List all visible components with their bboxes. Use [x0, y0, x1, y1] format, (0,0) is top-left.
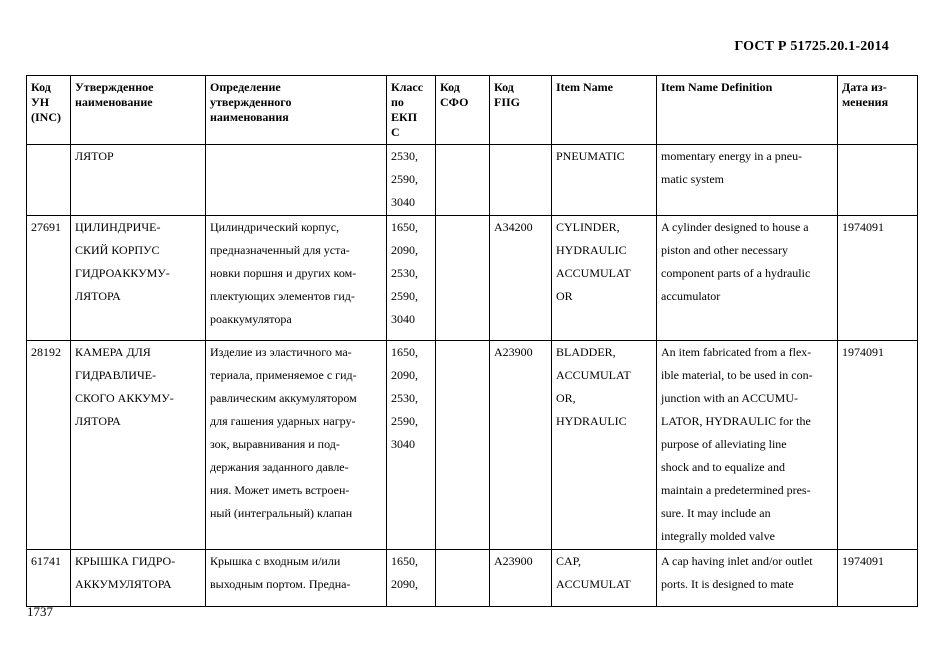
cell-name [71, 341, 206, 550]
cell-line: предназначенный для уста- [210, 243, 350, 257]
column-header-line: Item Name Definition [661, 80, 773, 94]
cell-class [387, 550, 436, 607]
cell-fiig [490, 145, 552, 216]
cell-item-name [552, 216, 657, 341]
cell-line: для гашения ударных нагру- [210, 414, 356, 428]
cell-line: 2590, [391, 172, 418, 186]
cell-class [387, 216, 436, 341]
cell-line: плектующих элементов гид- [210, 289, 355, 303]
cell-line: выходным портом. Предна- [210, 577, 351, 591]
column-header-definition [206, 76, 387, 145]
cell-line: ЛЯТОРА [75, 414, 121, 428]
cell-line: ACCUMULAT [556, 368, 631, 382]
cell-name [71, 216, 206, 341]
table-row [27, 216, 918, 341]
cell-definition [206, 216, 387, 341]
column-header-inc [27, 76, 71, 145]
column-header-line: Код [440, 80, 460, 94]
cell-line: CAP, [556, 554, 582, 568]
cell-line: СКОГО АККУМУ- [75, 391, 174, 405]
cell-inc [27, 216, 71, 341]
cell-change-date [838, 145, 918, 216]
cell-sfo [436, 550, 490, 607]
column-header-sfo [436, 76, 490, 145]
column-header-class [387, 76, 436, 145]
cell-line: 2530, [391, 391, 418, 405]
cell-line: 1650, [391, 345, 418, 359]
cell-item-name [552, 145, 657, 216]
cell-inc [27, 145, 71, 216]
column-header-name [71, 76, 206, 145]
column-header-line: Определение [210, 80, 281, 94]
cell-item-definition [657, 550, 838, 607]
cell-line: ГИДРАВЛИЧЕ- [75, 368, 157, 382]
cell-line: accumulator [661, 289, 721, 303]
cell-name [71, 145, 206, 216]
cell-line: ЦИЛИНДРИЧЕ- [75, 220, 161, 234]
cell-fiig [490, 550, 552, 607]
cell-line: 2590, [391, 289, 418, 303]
column-header-item-definition [657, 76, 838, 145]
cell-line: integrally molded valve [661, 529, 775, 543]
column-header-line: С [391, 125, 400, 139]
cell-definition [206, 550, 387, 607]
column-header-line: менения [842, 95, 889, 109]
cell-line: 2090, [391, 243, 418, 257]
cell-line: 3040 [391, 312, 415, 326]
cell-sfo [436, 341, 490, 550]
cell-line: ЛЯТОРА [75, 289, 121, 303]
cell-line: Изделие из эластичного ма- [210, 345, 352, 359]
cell-line: A23900 [494, 554, 533, 568]
cell-line: 3040 [391, 195, 415, 209]
cell-line: ACCUMULAT [556, 266, 631, 280]
cell-line: 1650, [391, 220, 418, 234]
cell-line: 2530, [391, 266, 418, 280]
column-header-line: УН [31, 95, 50, 109]
cell-line: 3040 [391, 437, 415, 451]
cell-line: 28192 [31, 345, 61, 359]
column-header-line: FIIG [494, 95, 521, 109]
cell-line: PNEUMATIC [556, 149, 625, 163]
cell-class [387, 145, 436, 216]
column-header-line: Item Name [556, 80, 613, 94]
column-header-line: по [391, 95, 404, 109]
cell-line: OR [556, 289, 573, 303]
cell-line: A23900 [494, 345, 533, 359]
cell-line: purpose of alleviating line [661, 437, 787, 451]
cell-change-date [838, 550, 918, 607]
cell-line: HYDRAULIC [556, 243, 627, 257]
cell-class [387, 341, 436, 550]
cell-line: роаккумулятора [210, 312, 292, 326]
cell-line: 1974091 [842, 554, 884, 568]
cell-line: ACCUMULAT [556, 577, 631, 591]
cell-inc [27, 341, 71, 550]
column-header-item-name [552, 76, 657, 145]
column-header-line: Код [494, 80, 514, 94]
table-row [27, 341, 918, 550]
cell-item-name [552, 550, 657, 607]
cell-line: 1974091 [842, 345, 884, 359]
cell-item-definition [657, 145, 838, 216]
cell-line: 1974091 [842, 220, 884, 234]
cell-sfo [436, 216, 490, 341]
column-header-line: наименования [210, 110, 289, 124]
cell-line: OR, [556, 391, 576, 405]
cell-name [71, 550, 206, 607]
cell-line: CYLINDER, [556, 220, 620, 234]
cell-line: ния. Может иметь встроен- [210, 483, 350, 497]
cell-line: териала, применяемое с гид- [210, 368, 357, 382]
cell-line: ports. It is designed to mate [661, 577, 794, 591]
cell-sfo [436, 145, 490, 216]
classification-table [26, 75, 918, 607]
cell-line: Цилиндрический корпус, [210, 220, 340, 234]
cell-line: новки поршня и других ком- [210, 266, 357, 280]
cell-line: ЛЯТОР [75, 149, 114, 163]
cell-line: HYDRAULIC [556, 414, 627, 428]
cell-line: matic system [661, 172, 724, 186]
table-header-row [27, 76, 918, 145]
cell-fiig [490, 216, 552, 341]
column-header-line: Утвержденное [75, 80, 154, 94]
cell-line: 2530, [391, 149, 418, 163]
cell-item-name [552, 341, 657, 550]
cell-line: 2090, [391, 368, 418, 382]
cell-change-date [838, 216, 918, 341]
cell-change-date [838, 341, 918, 550]
table-row [27, 145, 918, 216]
cell-item-definition [657, 216, 838, 341]
cell-line: An item fabricated from a flex- [661, 345, 812, 359]
column-header-line: ЕКП [391, 110, 418, 124]
cell-fiig [490, 341, 552, 550]
cell-line: momentary energy in a pneu- [661, 149, 803, 163]
cell-line: component parts of a hydraulic [661, 266, 811, 280]
cell-line: Крышка с входным и/или [210, 554, 341, 568]
cell-line: 1650, [391, 554, 418, 568]
cell-line: 61741 [31, 554, 61, 568]
cell-line: ный (интегральный) клапан [210, 506, 353, 520]
cell-line: СКИЙ КОРПУС [75, 243, 160, 257]
cell-line: LATOR, HYDRAULIC for the [661, 414, 811, 428]
cell-inc [27, 550, 71, 607]
document-standard-header: ГОСТ Р 51725.20.1-2014 [734, 39, 889, 54]
column-header-line: Дата из- [842, 80, 887, 94]
cell-line: КРЫШКА ГИДРО- [75, 554, 176, 568]
cell-line: равлическим аккумулятором [210, 391, 357, 405]
cell-line: 27691 [31, 220, 61, 234]
cell-line: A cylinder designed to house a [661, 220, 809, 234]
column-header-line: Класс [391, 80, 424, 94]
cell-line: A34200 [494, 220, 533, 234]
column-header-change-date [838, 76, 918, 145]
cell-line: зок, выравнивания и под- [210, 437, 340, 451]
column-header-line: Код [31, 80, 51, 94]
cell-line: junction with an ACCUMU- [661, 391, 798, 405]
cell-line: 2090, [391, 577, 418, 591]
column-header-line: утвержденного [210, 95, 292, 109]
cell-line: piston and other necessary [661, 243, 788, 257]
cell-line: держания заданного давле- [210, 460, 349, 474]
cell-definition [206, 341, 387, 550]
cell-line: АККУМУЛЯТОРА [75, 577, 172, 591]
table-row [27, 550, 918, 607]
column-header-line: (INC) [31, 110, 61, 124]
cell-line: sure. It may include an [661, 506, 771, 520]
cell-definition [206, 145, 387, 216]
column-header-line: СФО [440, 95, 469, 109]
cell-line: A cap having inlet and/or outlet [661, 554, 813, 568]
cell-line: shock and to equalize and [661, 460, 785, 474]
column-header-line: наименование [75, 95, 153, 109]
cell-item-definition [657, 341, 838, 550]
cell-line: BLADDER, [556, 345, 616, 359]
column-header-fiig [490, 76, 552, 145]
cell-line: maintain a predetermined pres- [661, 483, 811, 497]
page-number: 1737 [27, 604, 53, 619]
cell-line: ГИДРОАККУМУ- [75, 266, 170, 280]
cell-line: ible material, to be used in con- [661, 368, 813, 382]
cell-line: 2590, [391, 414, 418, 428]
cell-line: КАМЕРА ДЛЯ [75, 345, 151, 359]
